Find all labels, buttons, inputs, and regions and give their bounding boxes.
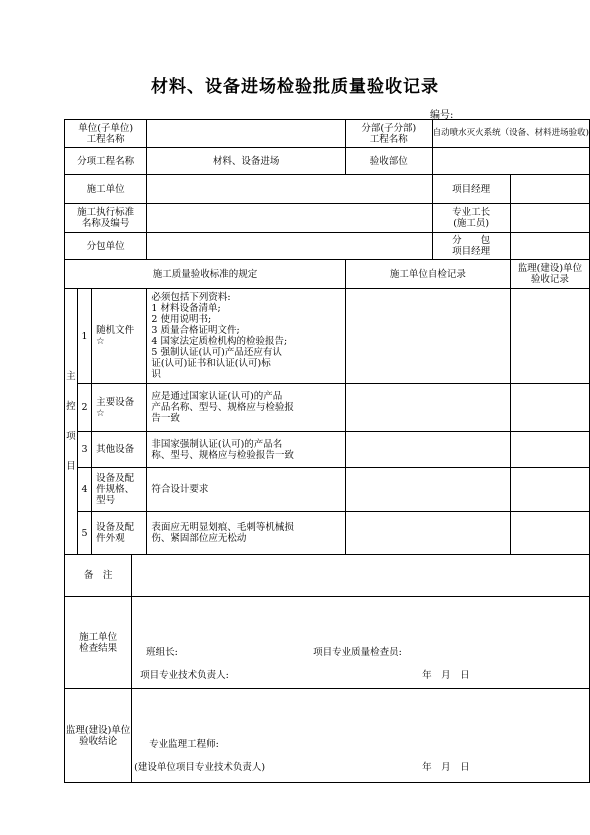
- item-requirement: 应是通过国家认证(认可)的产品 产品名称、型号、规格应与检验报 告一致: [147, 384, 346, 432]
- team-leader-label: 班组长:: [146, 647, 178, 658]
- item-name: 主要设备 ☆: [92, 384, 147, 432]
- item-number: 1: [77, 289, 91, 384]
- item-number: 5: [77, 512, 91, 555]
- code-label: 编号:: [430, 110, 454, 121]
- supervision-cell[interactable]: [510, 468, 589, 512]
- spec-column-header: 施工质量验收标准的规定: [65, 260, 346, 289]
- acceptance-part-field[interactable]: [432, 148, 589, 175]
- project-manager-field[interactable]: [510, 175, 589, 204]
- item-requirement: 符合设计要求: [147, 468, 346, 512]
- subcontractor-field[interactable]: [147, 233, 432, 260]
- self-check-column-header: 施工单位自检记录: [346, 260, 511, 289]
- foreman-label: 专业工长 (施工员): [432, 204, 510, 233]
- item-name: 随机文件 ☆: [92, 289, 147, 384]
- self-check-cell[interactable]: [346, 384, 511, 432]
- supervision-cell[interactable]: [510, 512, 589, 555]
- contractor-field[interactable]: [147, 175, 432, 204]
- self-check-cell[interactable]: [346, 512, 511, 555]
- foreman-field[interactable]: [510, 204, 589, 233]
- subitem-name-label: 分项工程名称: [65, 148, 147, 175]
- acceptance-part-label: 验收部位: [346, 148, 433, 175]
- contractor-check-label: 施工单位 检查结果: [65, 597, 132, 689]
- item-number: 4: [77, 468, 91, 512]
- tech-lead-label: 项目专业技术负责人:: [140, 670, 229, 681]
- item-name: 其他设备: [92, 432, 147, 468]
- unit-name-label: 单位(子单位) 工程名称: [65, 120, 147, 148]
- sub-pm-label: 分 包 项目经理: [432, 233, 510, 260]
- supervising-engineer-label: 专业监理工程师:: [149, 739, 219, 750]
- acceptance-table: [64, 119, 590, 783]
- sub-pm-field[interactable]: [510, 233, 589, 260]
- contractor-date: 年 月 日: [422, 670, 470, 681]
- supervision-cell[interactable]: [510, 289, 589, 384]
- self-check-cell[interactable]: [346, 468, 511, 512]
- main-control-label: 主 控 项 目: [65, 289, 78, 555]
- supervision-date: 年 月 日: [422, 762, 470, 773]
- item-requirement: 非国家强制认证(认可)的产品名 称、型号、规格应与检验报告一致: [147, 432, 346, 468]
- project-manager-label: 项目经理: [432, 175, 510, 204]
- item-requirement: 必须包括下列资料: 1 材料设备清单; 2 使用说明书; 3 质量合格证明文件; 4 国家法定质检机构的检验报告; 5 强制认证(认可)产品还应有认 证(认可)证书和认证(认可)标 识: [147, 289, 346, 384]
- page-title: 材料、设备进场检验批质量验收记录: [151, 77, 439, 97]
- division-name-label: 分部(子分部) 工程名称: [346, 120, 433, 148]
- subitem-name-value: 材料、设备进场: [147, 148, 346, 175]
- owner-tech-lead-label: (建设单位项目专业技术负责人): [134, 762, 266, 773]
- item-name: 设备及配 件规格、 型号: [92, 468, 147, 512]
- supervision-conclusion-area[interactable]: [132, 689, 590, 783]
- contractor-check-area[interactable]: [132, 597, 590, 689]
- remarks-field[interactable]: [132, 555, 590, 597]
- item-number: 3: [77, 432, 91, 468]
- supervision-column-header: 监理(建设)单位 验收记录: [510, 260, 589, 289]
- standard-label: 施工执行标准 名称及编号: [65, 204, 147, 233]
- unit-name-field[interactable]: [147, 120, 346, 148]
- standard-field[interactable]: [147, 204, 432, 233]
- supervision-cell[interactable]: [510, 384, 589, 432]
- item-requirement: 表面应无明显划痕、毛刺等机械损 伤、紧固部位应无松动: [147, 512, 346, 555]
- quality-inspector-label: 项目专业质量检查员:: [313, 647, 402, 658]
- self-check-cell[interactable]: [346, 289, 511, 384]
- contractor-label: 施工单位: [65, 175, 147, 204]
- item-number: 2: [77, 384, 91, 432]
- supervision-cell[interactable]: [510, 432, 589, 468]
- remarks-label: 备 注: [65, 555, 132, 597]
- subcontractor-label: 分包单位: [65, 233, 147, 260]
- item-name: 设备及配 件外观: [92, 512, 147, 555]
- self-check-cell[interactable]: [346, 432, 511, 468]
- supervision-conclusion-label: 监理(建设)单位 验收结论: [65, 689, 132, 783]
- division-name-value: 自动喷水灭火系统（设备、材料进场验收): [432, 120, 589, 148]
